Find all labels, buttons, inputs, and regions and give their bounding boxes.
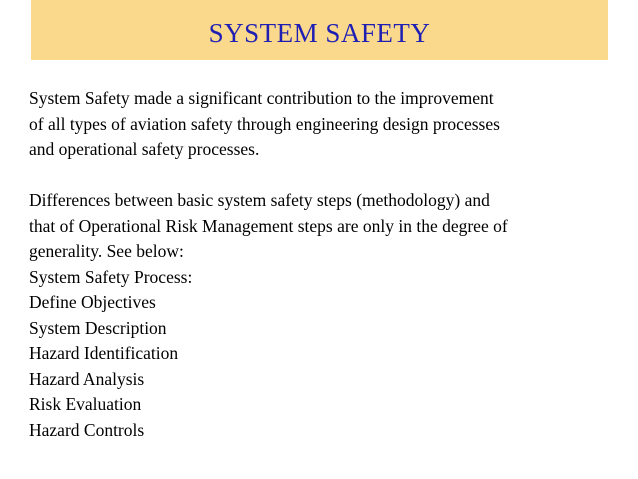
- differences-line: Differences between basic system safety steps (methodology) and: [29, 190, 490, 210]
- process-heading: System Safety Process:: [29, 266, 193, 287]
- slide-body: [29, 86, 629, 443]
- title-banner: [31, 0, 608, 60]
- slide-title: SYSTEM SAFETY: [208, 18, 431, 48]
- differences-line: generality. See below:: [29, 241, 184, 261]
- differences-line: that of Operational Risk Management steps are only in the degree of: [29, 215, 508, 236]
- process-list: [29, 265, 629, 444]
- process-step: Hazard Identification: [29, 343, 179, 363]
- process-step: Hazard Controls: [29, 419, 145, 440]
- intro-line: and operational safety processes.: [29, 139, 260, 159]
- intro-line: of all types of aviation safety through engineering design processes: [29, 113, 500, 134]
- intro-paragraph: [29, 86, 629, 163]
- differences-paragraph: [29, 188, 629, 265]
- process-step: System Description: [29, 317, 167, 338]
- intro-line: System Safety made a significant contribution to the improvement: [29, 88, 494, 108]
- process-step: Hazard Analysis: [29, 368, 145, 389]
- paragraph-spacer: [29, 163, 629, 189]
- process-step: Define Objectives: [29, 292, 156, 312]
- process-step: Risk Evaluation: [29, 394, 142, 414]
